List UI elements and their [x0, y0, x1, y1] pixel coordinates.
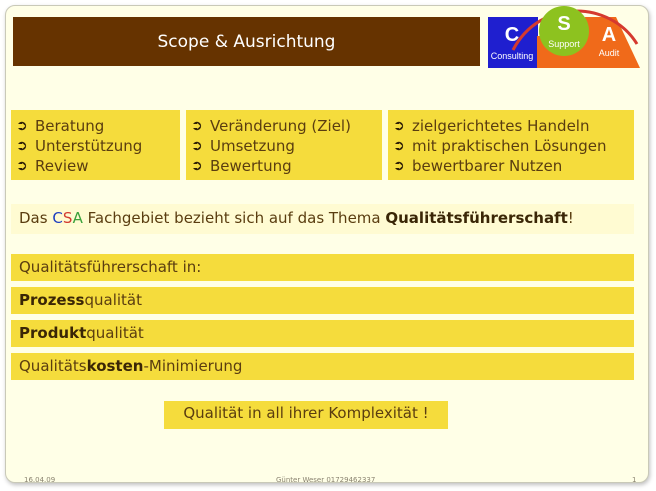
process-quality-bar — [11, 287, 634, 314]
statement-prefix: Das — [19, 209, 53, 227]
arrow-circle-right-icon: ➲ — [191, 158, 203, 174]
logo-letter-c: C — [504, 24, 520, 46]
logo-letter-a: A — [601, 24, 617, 46]
arrow-circle-right-icon: ➲ — [16, 138, 28, 154]
statement-suffix: ! — [567, 209, 574, 227]
footer-page-number: 1 — [632, 476, 637, 483]
list-item — [191, 136, 382, 156]
logo-letter-s: S — [557, 13, 571, 35]
slide — [5, 5, 649, 483]
arrow-circle-right-icon: ➲ — [191, 118, 203, 134]
bar-text-post: qualität — [84, 291, 142, 309]
arrow-circle-right-icon: ➲ — [16, 158, 28, 174]
arrow-circle-right-icon: ➲ — [191, 138, 203, 154]
arrow-circle-right-icon: ➲ — [16, 118, 28, 134]
list-item-label: mit praktischen Lösungen — [412, 137, 607, 155]
bar-bold: kosten — [86, 357, 144, 375]
logo-word-audit: Audit — [598, 48, 620, 58]
logo-word-support: Support — [548, 39, 580, 49]
csa-statement — [11, 204, 634, 234]
bar-bold: Prozess — [19, 291, 85, 309]
list-item-label: Unterstützung — [35, 137, 143, 155]
bar-bold: Produkt — [19, 324, 87, 342]
footer-author: Günter Weser 01729462337 — [276, 476, 376, 483]
list-item — [191, 116, 382, 136]
csa-logo — [485, 6, 645, 68]
bar-text: Qualitäts — [19, 357, 87, 375]
list-item — [16, 156, 180, 176]
bar-text-post: -Minimierung — [143, 357, 243, 375]
quality-complexity-callout — [164, 401, 448, 429]
bar-text-post: qualität — [86, 324, 144, 342]
column-box-2 — [186, 110, 382, 180]
list-item-label: bewertbarer Nutzen — [412, 157, 563, 175]
list-item — [16, 136, 180, 156]
list-item-label: Veränderung (Ziel) — [210, 117, 351, 135]
statement-letter-a: A — [72, 209, 83, 227]
list-item — [393, 156, 634, 176]
list-item-label: Review — [35, 157, 89, 175]
arrow-circle-right-icon: ➲ — [393, 158, 405, 174]
column-box-3 — [388, 110, 634, 180]
list-item — [393, 116, 634, 136]
statement-highlight: Qualitätsführerschaft — [385, 209, 568, 227]
statement-letter-s: S — [62, 209, 73, 227]
quality-cost-bar — [11, 353, 634, 380]
product-quality-bar — [11, 320, 634, 347]
statement-letter-c: C — [52, 209, 63, 227]
list-item — [16, 116, 180, 136]
slide-title: Scope & Ausrichtung — [157, 31, 336, 52]
callout-text: Qualität in all ihrer Komplexität ! — [183, 404, 429, 422]
column-box-1 — [11, 110, 180, 180]
list-item — [393, 136, 634, 156]
list-item — [191, 156, 382, 176]
list-item-label: Beratung — [35, 117, 105, 135]
list-item-label: Bewertung — [210, 157, 292, 175]
statement-middle: Fachgebiet bezieht sich auf das Thema — [82, 209, 386, 227]
list-item-label: Umsetzung — [210, 137, 295, 155]
list-item-label: zielgerichtetes Handeln — [412, 117, 590, 135]
title-bar — [13, 17, 480, 66]
bar-text: Qualitätsführerschaft in: — [19, 258, 202, 276]
logo-word-consulting: Consulting — [490, 51, 534, 61]
arrow-circle-right-icon: ➲ — [393, 118, 405, 134]
arrow-circle-right-icon: ➲ — [393, 138, 405, 154]
quality-leadership-heading — [11, 254, 634, 281]
footer-date: 16.04.09 — [24, 476, 56, 483]
